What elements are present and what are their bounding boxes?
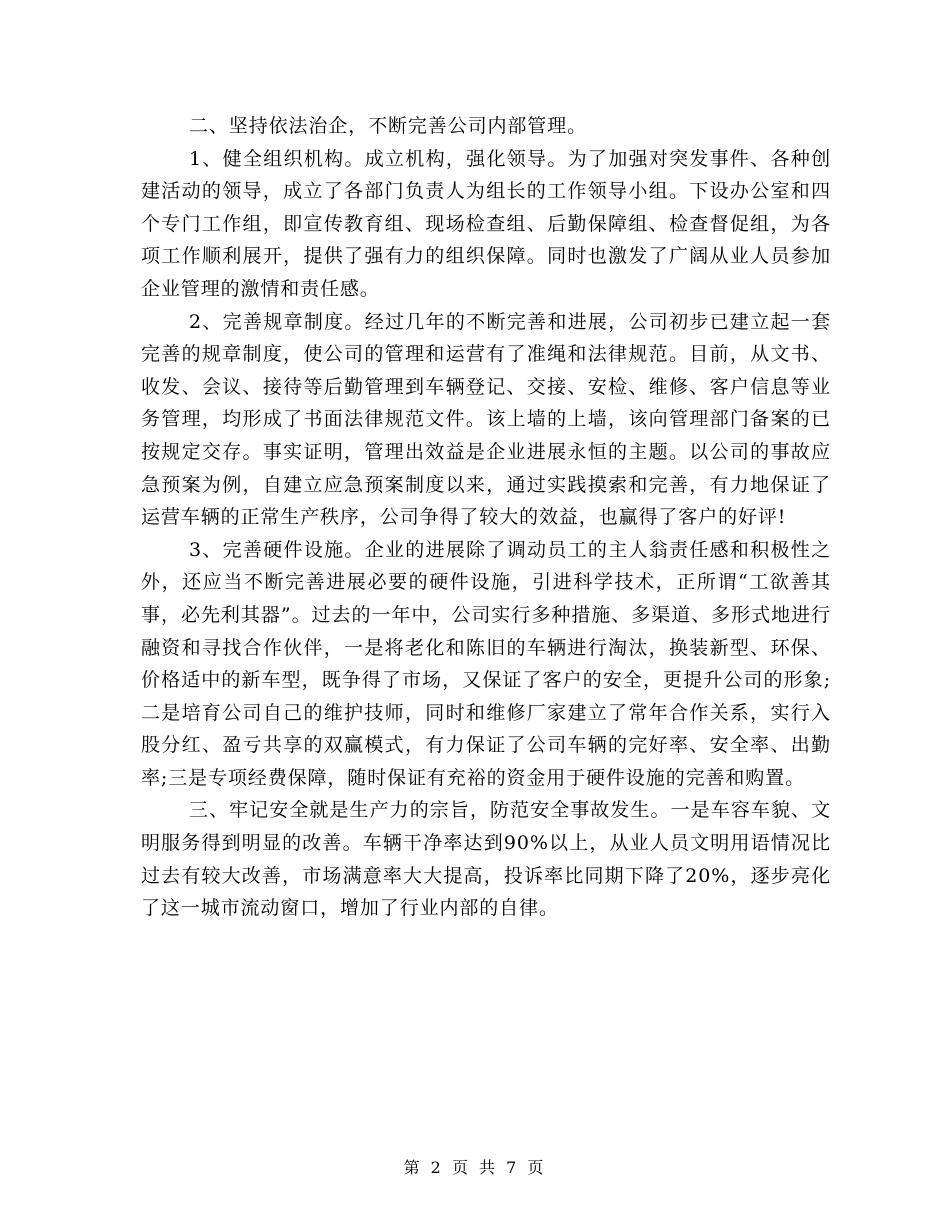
paragraph-safety: 三、牢记安全就是生产力的宗旨，防范安全事故发生。一是车容车貌、文明服务得到明显的改善。车辆干净率达到90%以上，从业人员文明用语情况比过去有较大改善，市场满意率大大提高，投诉率比同期下降了20%，逐步亮化了这一城市流动窗口，增加了行业内部的自律。: [141, 799, 831, 920]
paragraph-hardware: 3、完善硬件设施。企业的进展除了调动员工的主人翁责任感和积极性之外，还应当不断完善进展必要的硬件设施，引进科学技术，正所谓“工欲善其事，必先利其器”。过去的一年中，公司实行多种措施、多渠道、多形式地进行融资和寻找合作伙伴，一是将老化和陈旧的车辆进行淘汰，换装新型、环保、价格适中的新车型，既争得了市场，又保证了客户的安全，更提升公司的形象;二是培育公司自己的维护技师，同时和维修厂家建立了常年合作关系，实行入股分红、盈亏共享的双赢模式，有力保证了公司车辆的完好率、安全率、出勤率;三是专项经费保障，随时保证有充裕的资金用于硬件设施的完善和购置。: [141, 538, 831, 789]
page-footer: 第 2 页 共 7 页: [403, 1158, 547, 1177]
paragraph-section-two-heading: 二、坚持依法治企，不断完善公司内部管理。: [189, 115, 588, 137]
paragraph-regulations: 2、完善规章制度。经过几年的不断完善和进展，公司初步已建立起一套完善的规章制度，使公司的管理和运营有了准绳和法律规范。目前，从文书、收发、会议、接待等后勤管理到车辆登记、交接、安检、维修、客户信息等业务管理，均形成了书面法律规范文件。该上墙的上墙，该向管理部门备案的已按规定交存。事实证明，管理出效益是企业进展永恒的主题。以公司的事故应急预案为例，自建立应急预案制度以来，通过实践摸索和完善，有力地保证了运营车辆的正常生产秩序，公司争得了较大的效益，也赢得了客户的好评!: [141, 310, 831, 529]
paragraph-organization: 1、健全组织机构。成立机构，强化领导。为了加强对突发事件、各种创建活动的领导，成立了各部门负责人为组长的工作领导小组。下设办公室和四个专门工作组，即宣传教育组、现场检查组、后勤保障组、检查督促组，为各项工作顺利展开，提供了强有力的组织保障。同时也激发了广阔从业人员参加企业管理的激情和责任感。: [141, 147, 831, 300]
document-body: [141, 110, 831, 925]
